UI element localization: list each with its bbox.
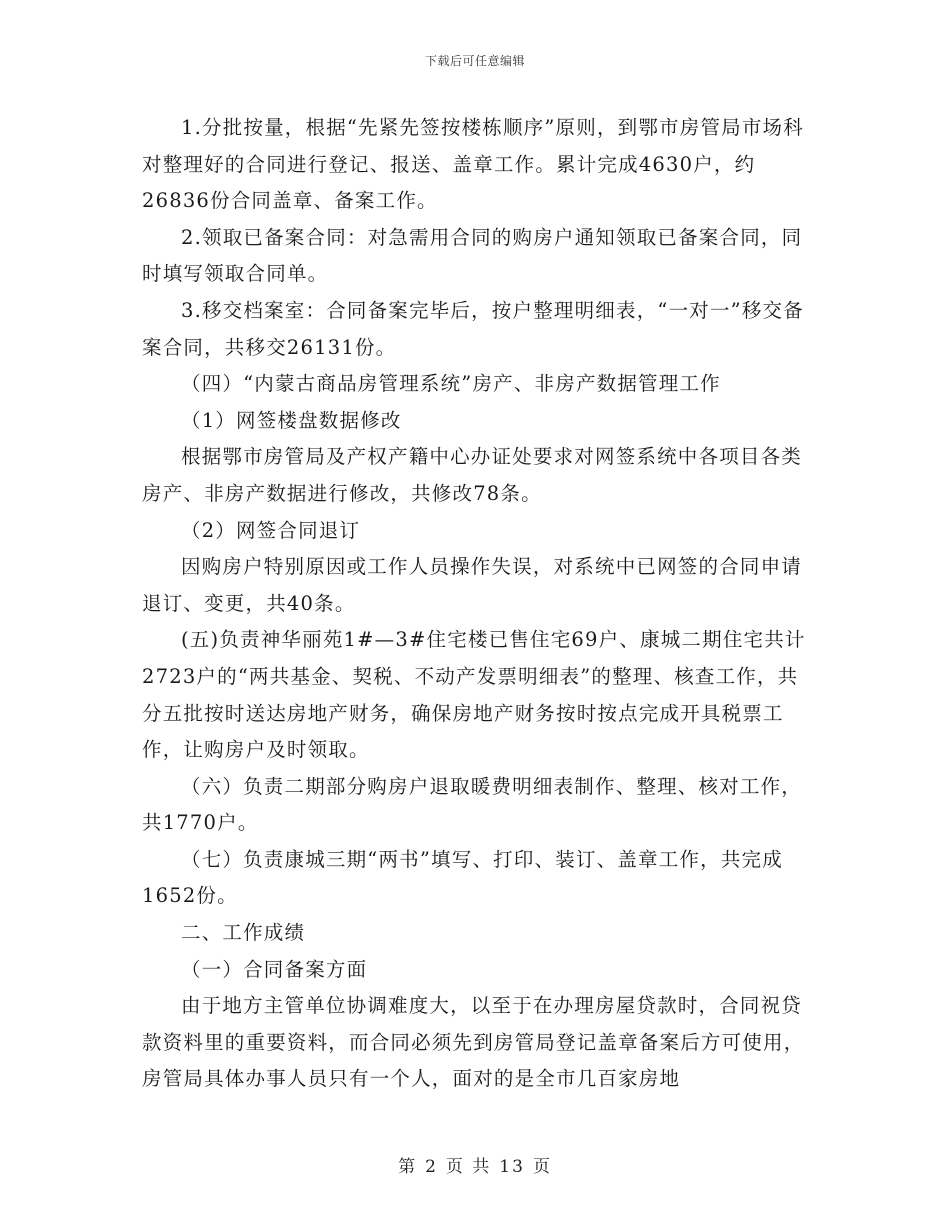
footer-total-pages: 13 bbox=[499, 1157, 525, 1177]
paragraph-4: 根据鄂市房管局及产权产籍中心办证处要求对网签系统中各项目各类房产、非房产数据进行修改，共修改78条。 bbox=[142, 445, 803, 505]
footer-page-number: 2 bbox=[425, 1157, 438, 1177]
paragraph-2: 2.领取已备案合同：对急需用合同的购房户通知领取已备案合同，同时填写领取合同单。 bbox=[142, 225, 803, 286]
footer-suffix: 页 bbox=[532, 1157, 552, 1177]
footer-middle: 页 共 bbox=[445, 1157, 492, 1177]
header-note: 下载后可任意编辑 bbox=[424, 54, 525, 68]
subheading-1: （1）网签楼盘数据修改 bbox=[181, 408, 402, 432]
paragraph-1: 1.分批按量，根据“先紧先签按楼栋顺序”原则，到鄂市房管局市场科对整理好的合同进行登记、报送、盖章工作。累计完成4630户，约26836份合同盖章、备案工作。 bbox=[142, 116, 804, 213]
section-6: （六）负责二期部分购房户退取暖费明细表制作、整理、核对工作，共1770户。 bbox=[142, 774, 803, 835]
document-body bbox=[142, 110, 810, 1098]
paragraph-5: 因购房户特别原因或工作人员操作失误，对系统中已网签的合同申请退订、变更，共40条。 bbox=[142, 555, 803, 615]
paragraph-3: 3.移交档案室：合同备案完毕后，按户整理明细表，“一对一”移交备案合同，共移交26131份。 bbox=[142, 298, 804, 359]
subheading-2: （2）网签合同退订 bbox=[181, 518, 361, 542]
section-5: (五)负责神华丽苑1#—3#住宅楼已售住宅69户、康城二期住宅共计2723户的“两共基金、契税、不动产发票明细表”的整理、核查工作，共分五批按时送达房地产财务，确保房地产财务按时按点完成开具税票工作，让购房户及时领取。 bbox=[142, 628, 806, 762]
section-7: （七）负责康城三期“两书”填写、打印、装订、盖章工作，共完成1652份。 bbox=[142, 847, 783, 908]
page-footer bbox=[0, 1152, 950, 1177]
paragraph-6: 由于地方主管单位协调难度大，以至于在办理房屋贷款时，合同祝贷款资料里的重要资料，而合同必须先到房管局登记盖章备案后方可使用，房管局具体办事人员只有一个人，面对的是全市几百家房地 bbox=[142, 994, 805, 1091]
chapter-heading-2: 二、工作成绩 bbox=[181, 921, 306, 945]
section-heading-4: （四）“内蒙古商品房管理系统”房产、非房产数据管理工作 bbox=[181, 372, 721, 396]
footer-prefix: 第 bbox=[398, 1157, 418, 1177]
subheading-contract: （一）合同备案方面 bbox=[181, 957, 368, 981]
